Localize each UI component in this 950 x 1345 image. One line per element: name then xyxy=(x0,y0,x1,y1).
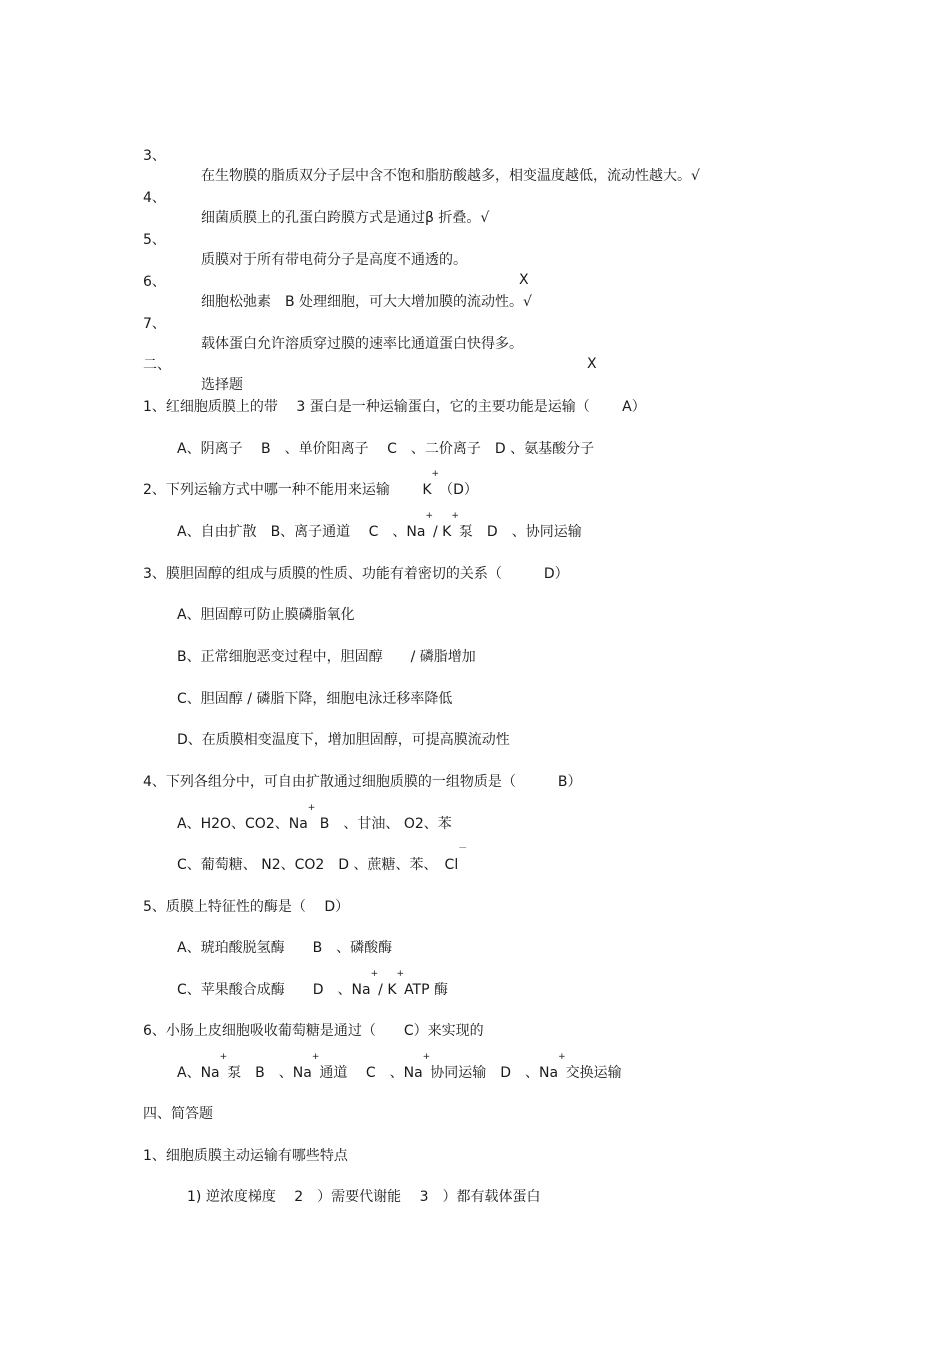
question-3-option-b xyxy=(0,627,476,667)
question-4-options-cd xyxy=(0,835,468,875)
section-title: 四、简答题 xyxy=(143,1106,213,1122)
question-5-options-cd xyxy=(0,960,448,1000)
item-number: 5、 xyxy=(143,232,166,248)
item-text: 细胞松弛素 B 处理细胞，可大大增加膜的流动性。√ xyxy=(201,294,532,310)
short-answer-1 xyxy=(0,1126,348,1166)
question-3 xyxy=(0,544,569,584)
item-text: 细菌质膜上的孔蛋白跨膜方式是通过β 折叠。√ xyxy=(201,210,490,226)
item-number: 7、 xyxy=(143,316,166,332)
question-2 xyxy=(0,460,478,500)
answer-mark: X xyxy=(587,356,597,372)
option-text: A、琥珀酸脱氢酶 B 、磷酸酶 xyxy=(177,940,393,956)
question-stem: 1、细胞质膜主动运输有哪些特点 xyxy=(143,1148,348,1164)
question-4 xyxy=(0,752,582,792)
answer-mark: X xyxy=(519,272,529,288)
item-number: 3、 xyxy=(143,148,166,164)
question-4-options-ab xyxy=(0,794,452,834)
item-number: 6、 xyxy=(143,274,166,290)
question-5-options-ab xyxy=(0,918,393,958)
option-text: A、胆固醇可防止膜磷脂氧化 xyxy=(177,607,355,623)
item-number: 4、 xyxy=(143,190,166,206)
item-text: 在生物膜的脂质双分子层中含不饱和脂肪酸越多，相变温度越低，流动性越大。√ xyxy=(201,168,700,184)
question-3-option-a xyxy=(0,585,355,625)
section-title: 选择题 xyxy=(201,377,243,393)
question-stem: 6、小肠上皮细胞吸收葡萄糖是通过（ C）来实现的 xyxy=(143,1023,484,1039)
question-options: A、阴离子 B 、单价阳离子 C 、二价离子 D 、氨基酸分子 xyxy=(177,441,595,457)
question-2-options xyxy=(0,502,582,542)
question-stem: 5、质膜上特征性的酶是（ D） xyxy=(143,899,350,915)
option-text: A、H2O、CO2、Na+ B 、甘油、 O2、苯 xyxy=(177,803,452,832)
section-heading-short-answer xyxy=(0,1084,213,1124)
answer-text: 1) 逆浓度梯度 2 ）需要代谢能 3 ）都有载体蛋白 xyxy=(187,1189,541,1205)
item-text: 载体蛋白允许溶质穿过膜的速率比通道蛋白快得多。 xyxy=(201,336,523,352)
question-3-option-d xyxy=(0,710,510,750)
option-text: D、在质膜相变温度下，增加胆固醇，可提高膜流动性 xyxy=(177,732,510,748)
short-answer-1-answer xyxy=(0,1167,541,1207)
question-stem: 4、下列各组分中，可自由扩散通过细胞质膜的一组物质是（ B） xyxy=(143,774,582,790)
question-stem: 2、下列运输方式中哪一种不能用来运输 K+（D） xyxy=(143,469,478,498)
question-stem: 1、红细胞质膜上的带 3 蛋白是一种运输蛋白，它的主要功能是运输（ A） xyxy=(143,399,646,415)
question-5 xyxy=(0,877,350,917)
question-stem: 3、膜胆固醇的组成与质膜的性质、功能有着密切的关系（ D） xyxy=(143,566,569,582)
item-text: 质膜对于所有带电荷分子是高度不通透的。 xyxy=(201,252,467,268)
question-6-options xyxy=(0,1043,622,1083)
question-1-options xyxy=(0,419,595,459)
option-text: C、苹果酸合成酶 D 、Na+/ K+ATP 酶 xyxy=(177,969,448,998)
question-options: A、自由扩散 B、离子通道 C 、Na+/ K+泵 D 、协同运输 xyxy=(177,511,582,540)
question-3-option-c xyxy=(0,669,453,709)
option-text: C、葡萄糖、 N2、CO2 D 、蔗糖、苯、 Cl－ xyxy=(177,844,468,873)
question-6 xyxy=(0,1001,484,1041)
section-number: 二、 xyxy=(143,357,171,373)
option-text: C、胆固醇 / 磷脂下降，细胞电泳迁移率降低 xyxy=(177,691,453,707)
option-text: A、Na+泵 B 、Na+通道 C 、Na+协同运输 D 、Na+交换运输 xyxy=(177,1052,622,1081)
option-text: B、正常细胞恶变过程中，胆固醇 / 磷脂增加 xyxy=(177,649,476,665)
